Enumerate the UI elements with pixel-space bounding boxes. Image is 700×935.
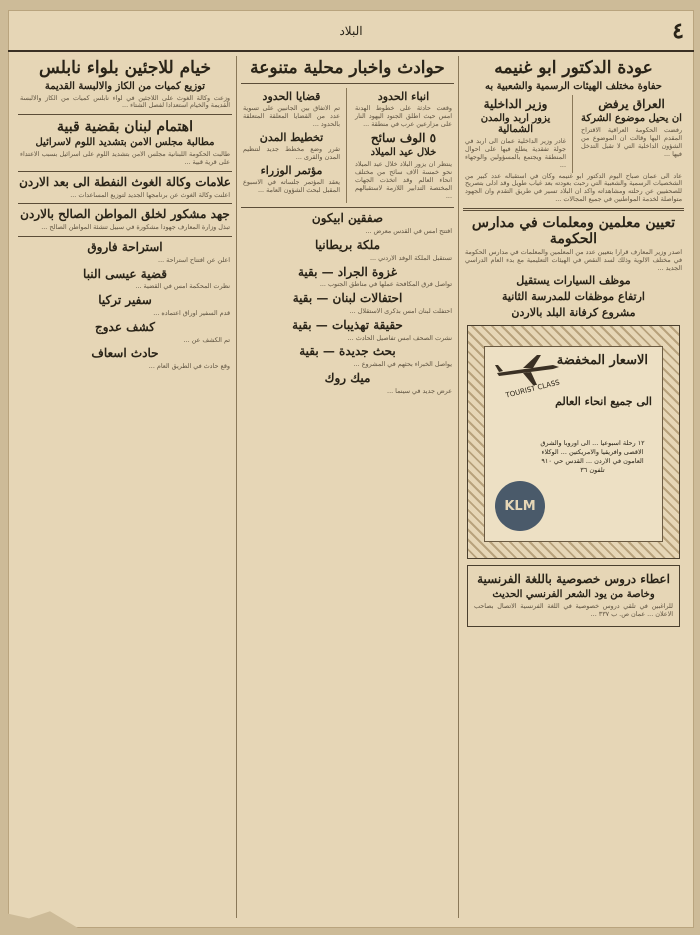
article-iraq [579, 95, 684, 173]
qibya-body: طالبت الحكومة اللبنانية مجلس الامن بتشديد اللوم على اسرائيل بسبب الاعتداء على قرية قبية ... [20, 150, 230, 167]
column-middle [236, 56, 458, 918]
border-cases-body: تم الاتفاق بين الجانبين على تسوية عدد من القضايا المعلقة المتعلقة بالحدود ... [243, 104, 340, 128]
divider [18, 114, 232, 115]
lebanon-celebrations-title: احتفالات لبنان — بقية [292, 291, 403, 306]
french-lessons-sub: وخاصة من يود الشعر الفرنسي الحديث [492, 589, 655, 601]
divider [18, 171, 232, 172]
case-body: نظرت المحكمة امس في القضية ... [135, 282, 230, 291]
locusts-title: غزوة الجراد — بقية [297, 264, 397, 279]
border-cases-title: قضايا الحدود [262, 89, 321, 103]
article-iraq-title: العراق يرفض [598, 96, 665, 111]
column-left [14, 56, 236, 918]
ad-details: ١٢ رحلة اسبوعيا ... الى اوروبا والشرق الاقصى وافريقيا والامريكتين ... الوكلاء العامون في الاردن ... القدس حي ٩١٠ تلفون ٣٦ [540, 439, 645, 475]
article-interior-title: وزير الداخلية [483, 96, 548, 111]
exhibition-title: صفقين ابيكون [311, 211, 384, 226]
twin-articles [463, 95, 684, 173]
lead-headline: عودة الدكتور ابو غنيمه [494, 58, 653, 78]
teachers-headline: تعيين معلمين ومعلمات في مدارس الحكومة [471, 214, 676, 247]
article-interior-body: غادر وزير الداخلية عمان الى اربد في جولة تفقدية يطلع فيها على احوال المنطقة ويجتمع بالمسؤولين والوجهاء ... [465, 137, 566, 169]
unrwa-body: اعلنت وكالة الغوث عن برنامجها الجديد لتوزيع المساعدات ... [70, 190, 230, 199]
refugees-headline: خيام للاجئين بلواء نابلس [39, 58, 211, 78]
lead-subheadline: حفاوة مختلف الهيئات الرسمية والشعبية به [484, 80, 662, 92]
divider [18, 203, 232, 204]
ambulance-body: وقع حادث في الطريق العام ... [148, 362, 230, 371]
middle-twin [241, 88, 454, 204]
article-interior-sub: يزور اربد والمدن الشمالية [480, 113, 551, 136]
qibya-sub: مطالبة مجلس الامن بتشديد اللوم لاسرائيل [35, 137, 215, 149]
incident-body: نشرت الصحف امس تفاصيل الحادث ... [347, 333, 452, 342]
divider [241, 207, 454, 208]
french-lessons-body: للراغبين في تلقي دروس خصوصية في اللغة الفرنسية الاتصال بصاحب الاعلان ... عمان ص. ب ٣٣٧ ... [474, 602, 673, 618]
research-title: بحث جديدة — بقية [299, 344, 396, 359]
lebanon-celebrations-body: احتفلت لبنان امس بذكرى الاستقلال ... [349, 306, 452, 315]
divider [241, 83, 454, 84]
paper-name: البلاد [339, 24, 363, 38]
divider [18, 236, 232, 237]
short-item-2: ارتفاع موظفات للمدرسة الثانية [502, 289, 645, 303]
borders-title: انباء الحدود [377, 89, 430, 103]
research-body: يواصل الخبراء بحثهم في المشروع ... [353, 360, 452, 369]
refugees-body: وزعت وكالة الغوث على اللاجئين في لواء نابلس كميات من الكاز والالبسة القديمة والخيام استعدادا لفصل الشتاء ... [20, 93, 230, 110]
page-number: ٤ [672, 18, 684, 44]
french-lessons-ad [467, 565, 680, 626]
short-item-3: مشروع كرفانة البلد بالاردن [511, 305, 636, 319]
queen-title: ملكة بريطانيا [314, 237, 381, 252]
lead-body: عاد الى عمان صباح اليوم الدكتور ابو غنيمه وكان في استقباله عدد كبير من الشخصيات الرسمية والشعبية التي رحبت بعودته بعد غياب طويل وقد ادلى بتصريح للصحفيين عن رحلته ومشاهداته واكد ان البلاد تسير في طريق التقدم وان الجهود متواصلة لخدمة المواطنين في جميع المجالات ... [465, 171, 682, 203]
klm-advertisement [467, 325, 680, 559]
ministers-title: مؤتمر الوزراء [260, 163, 323, 177]
middle-twin-b [241, 88, 347, 204]
newspaper-page [8, 10, 694, 928]
ad-slogan: الى جميع انحاء العالم [555, 395, 652, 409]
short-item-1: موظف السيارات يستقيل [516, 274, 631, 288]
klm-logo: KLM [495, 481, 545, 531]
qibya-headline: اهتمام لبنان بقضية قبية [57, 119, 193, 136]
local-news-banner: حوادث واخبار محلية متنوعة [250, 58, 445, 78]
discovery-body: تم الكشف عن ... [183, 335, 230, 344]
locusts-body: تواصل فرق المكافحة عملها في مناطق الجنوب ... [319, 280, 452, 289]
case-title: قضية عيسى النبا [83, 266, 167, 281]
article-iraq-body: رفضت الحكومة العراقية الاقتراح المقدم اليها وقالت ان الموضوع من الشؤون الداخلية التي لا تقبل التدخل فيها ... [581, 126, 682, 158]
ministers-body: يعقد المؤتمر جلساته في الاسبوع المقبل لبحث الشؤون العامة ... [243, 178, 340, 195]
planning-body: تقرر وضع مخطط جديد لتنظيم المدن والقرى ... [243, 145, 340, 162]
citizen-body: تبذل وزارة المعارف جهودا مشكورة في سبيل تنشئة المواطن الصالح ... [41, 223, 230, 232]
exhibition-body: افتتح امس في القدس معرض ... [365, 227, 452, 236]
queen-body: تستقبل الملكة الوفد الاردني ... [369, 253, 452, 262]
ad-price-heading: الاسعار المخفضة [556, 353, 648, 369]
article-iraq-sub: ان يحيل موضوع الشركة [581, 113, 682, 125]
ad-panel [484, 346, 663, 542]
turkey-ambassador-body: قدم السفير اوراق اعتماده ... [153, 309, 230, 317]
masthead [8, 16, 694, 52]
planning-title: تخطيط المدن [259, 130, 324, 144]
tourists-sub: خلال عيد الميلاد [370, 147, 437, 159]
citizen-headline: جهد مشكور لخلق المواطن الصالح بالاردن [20, 207, 230, 222]
ambulance-title: حادث اسعاف [91, 346, 159, 361]
tourists-body: ينتظر ان يزور البلاد خلال عيد الميلاد نحو خمسة الاف سائح من مختلف انحاء العالم وقد اتخذت الجهات المختصة التدابير اللازمة لاستقبالهم ... [355, 160, 452, 200]
ad-class-label: TOURIST CLASS [504, 378, 561, 400]
incident-title: حقيقة تهذيبات — بقية [292, 317, 403, 332]
cinema-title: ميك روك [324, 370, 371, 385]
divider [463, 208, 684, 211]
farouk-body: اعلن عن افتتاح استراحة ... [158, 255, 230, 264]
french-lessons-title: اعطاء دروس خصوصية باللغة الفرنسية [477, 572, 670, 587]
middle-twin-a [353, 88, 454, 204]
teachers-body: اصدر وزير المعارف قرارا بتعيين عدد من المعلمين والمعلمات في مدارس الحكومة في مختلف الالوية وذلك لسد النقص في الهيئات التعليمية مع بدء العام الدراسي الجديد ... [465, 247, 682, 272]
turkey-ambassador-title: سفير تركيا [98, 293, 152, 308]
cinema-body: عرض جديد في سينما ... [387, 386, 452, 395]
tourists-title: ٥ الوف سائح [370, 130, 437, 145]
discovery-title: كشف عدوج [94, 319, 156, 334]
unrwa-headline: علامات وكالة الغوث النفطة الى بعد الاردن [19, 174, 231, 189]
article-interior [463, 95, 573, 173]
farouk-title: استراحة فاروق [87, 240, 163, 255]
borders-body: وقعت حادثة على خطوط الهدنة امس حيث اطلق الجنود اليهود النار على مزارعين عرب في منطقة ... [355, 104, 452, 128]
refugees-sub: توزيع كميات من الكاز والالبسة القديمة [44, 80, 206, 92]
column-right [458, 56, 688, 918]
